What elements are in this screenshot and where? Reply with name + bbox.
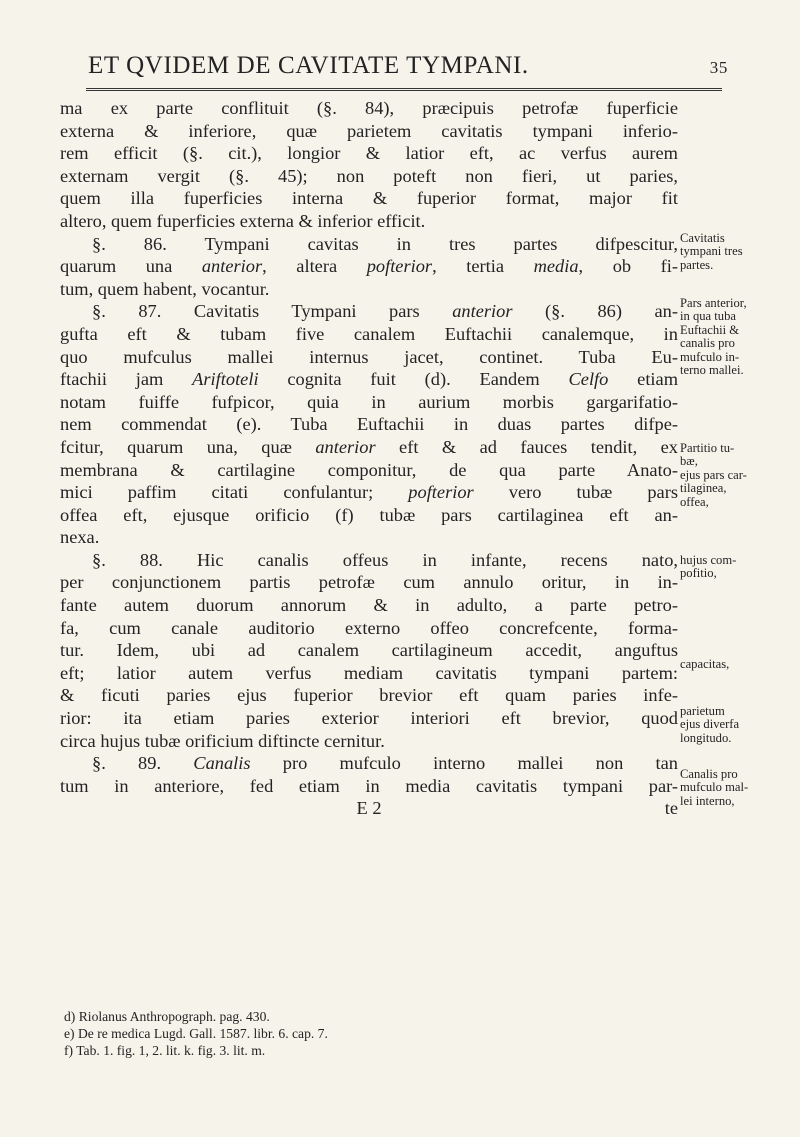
text-line: notam fuiffe fufpicor, quia in aurium morbis gargarifatio- — [60, 391, 678, 412]
footnotes — [64, 1009, 664, 1059]
margin-note: hujus com- pofitio, — [680, 553, 737, 581]
text-line: fa, cum canale auditorio externo offeo concrefcente, forma- — [60, 617, 678, 638]
text-line: tum in anteriore, fed etiam in media cavitatis tympani par- — [60, 775, 678, 796]
text-line: rior: ita etiam paries exterior interiori eft brevior, quod — [60, 708, 678, 729]
margin-note: capacitas, — [680, 657, 730, 671]
paragraph-88-start: §. 88. Hic canalis offeus in infante, recens nato, — [92, 549, 678, 570]
text-line: tur. Idem, ubi ad canalem cartilagineum accedit, anguftus — [60, 640, 678, 661]
text-line: & ficuti paries ejus fuperior brevior eft quam paries infe- — [60, 685, 678, 706]
paragraph-86-start: §. 86. Tympani cavitas in tres partes difpescitur, — [92, 233, 678, 254]
header-rule — [86, 88, 722, 91]
text-line: gufta eft & tubam five canalem Euftachii canalemque, in — [60, 323, 678, 344]
text-line: quem illa fuperficies interna & fuperior format, major fit — [60, 188, 678, 209]
footnote-d: d) Riolanus Anthropograph. pag. 430. — [64, 1009, 270, 1024]
text-line: fante autem duorum annorum & in adulto, a parte petro- — [60, 595, 678, 616]
margin-note: parietum ejus diverfa longitudo. — [680, 704, 740, 745]
margin-notes — [680, 0, 798, 1137]
text-line: quo mufculus mallei internus jacet, continet. Tuba Eu- — [60, 346, 678, 367]
text-line: circa hujus tubæ orificium diftincte cernitur. — [60, 730, 385, 751]
running-header — [88, 52, 728, 80]
text-line: rem efficit (§. cit.), longior & latior eft, ac verfus aurem — [60, 143, 678, 164]
text-line: mici paffim citati confulantur; pofterior vero tubæ pars — [60, 482, 678, 503]
text-line: fcitur, quarum una, quæ anterior eft & ad fauces tendit, ex — [60, 436, 678, 457]
main-text — [60, 97, 678, 820]
text-line: offea eft, ejusque orificio (f) tubæ pars cartilaginea eft an- — [60, 504, 678, 525]
text-line: nem commendat (e). Tuba Euftachii in duas partes difpe- — [60, 414, 678, 435]
margin-note: Cavitatis tympani tres partes. — [680, 231, 743, 272]
text-line: quarum una anterior, altera pofterior, tertia media, ob fi- — [60, 256, 678, 277]
text-line: ma ex parte conflituit (§. 84), præcipuis petrofæ fuperficie — [60, 98, 678, 118]
text-line: eft; latior autem verfus mediam cavitatis tympani partem: — [60, 662, 678, 683]
margin-note: Canalis pro mufculo mal- lei interno, — [680, 767, 749, 808]
margin-note: Partitio tu- bæ, ejus pars car- tilaginea, offea, — [680, 441, 747, 509]
footnote-e: e) De re medica Lugd. Gall. 1587. libr. 6. cap. 7. — [64, 1025, 328, 1041]
text-line: externa & inferiore, quæ parietem cavitatis tympani inferio- — [60, 120, 678, 141]
running-title: ET QVIDEM DE CAVITATE TYMPANI. — [88, 52, 529, 79]
margin-note: Pars anterior, in qua tuba Euftachii & canalis pro mufculo in- terno mallei. — [680, 296, 747, 378]
page-number: 35 — [709, 58, 728, 77]
paragraph-89-start: §. 89. Canalis pro mufculo interno mallei non tan — [92, 753, 678, 774]
footnote-f: f) Tab. 1. fig. 1, 2. lit. k. fig. 3. lit. m. — [64, 1042, 266, 1058]
signature-line — [60, 797, 678, 820]
paragraph-87-start: §. 87. Cavitatis Tympani pars anterior (§. 86) an- — [92, 301, 678, 322]
text-line: membrana & cartilagine componitur, de qua parte Anato- — [60, 459, 678, 480]
text-line: externam vergit (§. 45); non poteft non fieri, ut paries, — [60, 165, 678, 186]
text-line: altero, quem fuperficies externa & inferior efficit. — [60, 210, 426, 231]
catchword: te — [664, 798, 678, 819]
text-line: nexa. — [60, 527, 100, 548]
text-line: tum, quem habent, vocantur. — [60, 278, 270, 299]
signature-mark: E 2 — [356, 798, 382, 819]
text-line: per conjunctionem partis petrofæ cum annulo oritur, in in- — [60, 572, 678, 593]
text-line: ftachii jam Ariftoteli cognita fuit (d). Eandem Celfo etiam — [60, 369, 678, 390]
